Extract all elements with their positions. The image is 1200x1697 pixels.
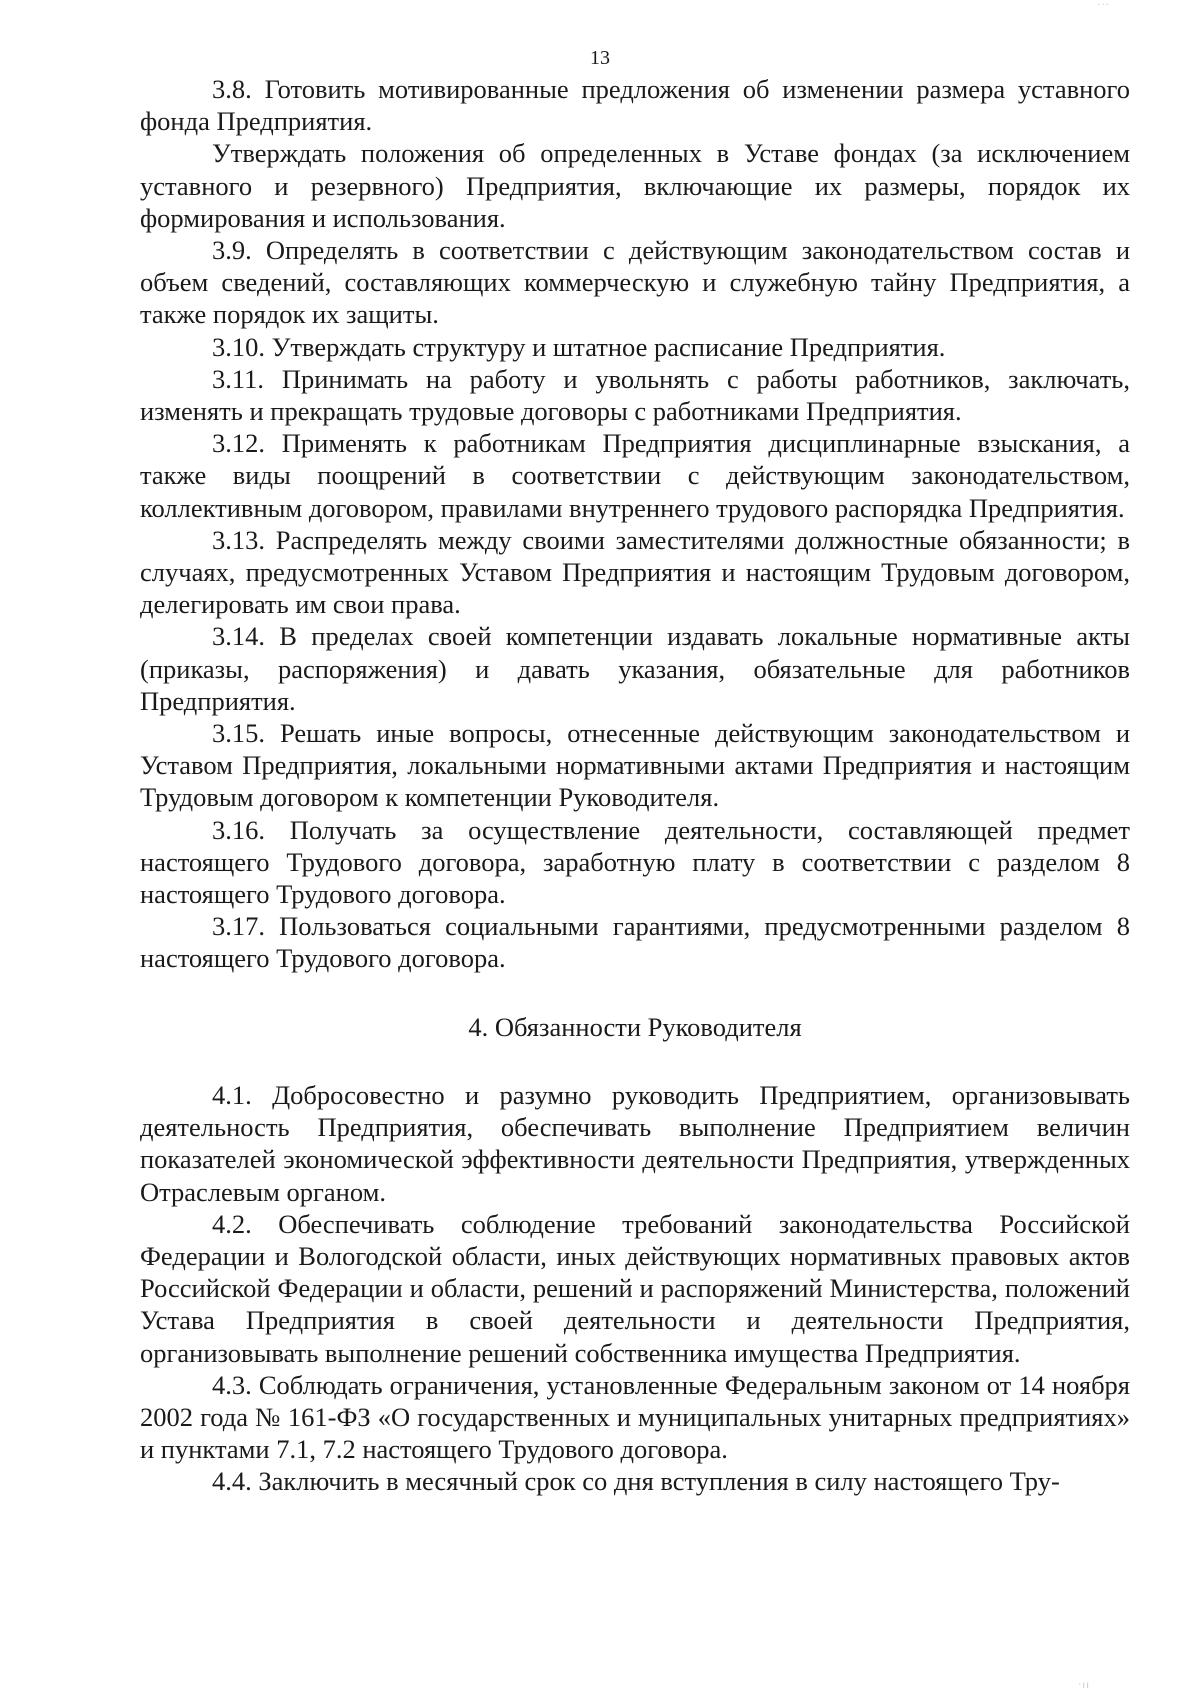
paragraph-4-1: 4.1. Добросовестно и разумно руководить Предприятием, организовывать деятельность Предприятия, обеспечивать выполнение Предприятием величин показателей экономической эффективности деятельности Предприятия, утвержденных Отраслевым органом. — [140, 1079, 1130, 1207]
paragraph-3-12: 3.12. Применять к работникам Предприятия дисциплинарные взыскания, а также виды поощрений в соответствии с действующим законодательством, коллективным договором, правилами внутреннего трудового распорядка Предприятия. — [140, 428, 1130, 523]
page-number: 13 — [590, 47, 610, 69]
paragraph-3-16: 3.16. Получать за осуществление деятельности, составляющей предмет настоящего Трудового договора, заработную плату в соответствии с разделом 8 настоящего Трудового договора. — [140, 814, 1130, 910]
paragraph-3-8-funds: Утверждать положения об определенных в Уставе фондах (за исключением уставного и резервного) Предприятия, включающие их размеры, порядок их формирования и использования. — [140, 138, 1130, 233]
scan-artifact: ·ıı — [1078, 1680, 1090, 1691]
paragraph-3-15: 3.15. Решать иные вопросы, отнесенные действующим законодательством и Уставом Предприятия, локальными нормативными актами Предприятия и настоящим Трудовым договором к компетенции Руководителя. — [140, 718, 1130, 813]
paragraph-3-8: 3.8. Готовить мотивированные предложения об изменении размера уставного фонда Предприятия. — [140, 74, 1130, 137]
paragraph-3-10: 3.10. Утверждать структуру и штатное расписание Предприятия. — [212, 331, 946, 362]
paragraph-3-17: 3.17. Пользоваться социальными гарантиями, предусмотренными разделом 8 настоящего Трудового договора. — [140, 911, 1130, 974]
paragraph-4-3: 4.3. Соблюдать ограничения, установленные Федеральным законом от 14 ноября 2002 года № 161-ФЗ «О государственных и муниципальных унитарных предприятиях» и пунктами 7.1, 7.2 настоящего Трудового договора. — [140, 1369, 1130, 1465]
scan-artifact: ··· — [1097, 0, 1110, 11]
section-heading: 4. Обязанности Руководителя — [468, 1011, 802, 1042]
paragraph-4-4: 4.4. Заключить в месячный срок со дня вступления в силу настоящего Тру- — [212, 1466, 1060, 1497]
paragraph-3-11: 3.11. Принимать на работу и увольнять с работы работников, заключать, изменять и прекращать трудовые договоры с работниками Предприятия. — [140, 363, 1130, 427]
paragraph-4-2: 4.2. Обеспечивать соблюдение требований законодательства Российской Федерации и Вологодской области, иных действующих нормативных правовых актов Российской Федерации и области, решений и распоряжений Министерства, положений Устава Предприятия в своей деятельности и деятельности Предприятия, организовывать выполнение решений собственника имущества Предприятия. — [140, 1208, 1130, 1368]
paragraph-3-9: 3.9. Определять в соответствии с действующим законодательством состав и объем сведений, составляющих коммерческую и служебную тайну Предприятия, а также порядок их защиты. — [140, 235, 1130, 330]
paragraph-3-13: 3.13. Распределять между своими заместителями должностные обязанности; в случаях, предусмотренных Уставом Предприятия и настоящим Трудовым договором, делегировать им свои права. — [140, 524, 1130, 620]
paragraph-3-14: 3.14. В пределах своей компетенции издавать локальные нормативные акты (приказы, распоряжения) и давать указания, обязательные для работников Предприятия. — [140, 621, 1130, 716]
document-body — [140, 73, 1130, 1498]
